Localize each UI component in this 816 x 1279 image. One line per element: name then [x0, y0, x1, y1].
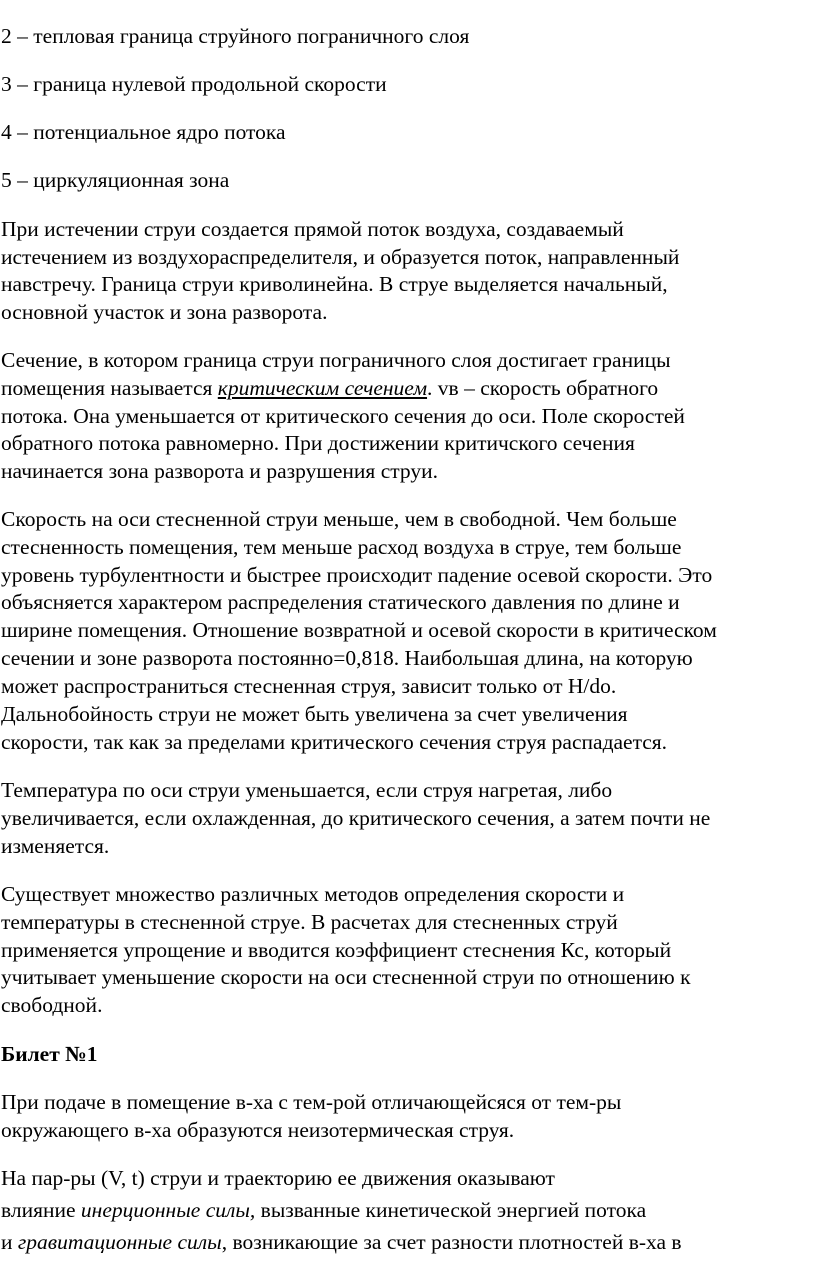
paragraph-line — [1, 1196, 646, 1225]
critical-section-term: критическим сечением — [217, 376, 428, 400]
paragraph-line: Температура по оси струи уменьшается, если струя нагретая, либо — [1, 778, 613, 802]
text-run: помещения называется — [1, 376, 218, 400]
paragraph-line: истечением из воздухораспределителя, и образуется поток, направленный — [1, 245, 680, 269]
paragraph-line: изменяется. — [1, 834, 110, 858]
paragraph-line: сечении и зоне разворота постоянно=0,818. Наибольшая длина, на которую — [1, 646, 693, 670]
paragraph-line: навстречу. Граница струи криволинейна. В струе выделяется начальный, — [1, 272, 668, 296]
list-item: 4 – потенциальное ядро потока — [1, 120, 286, 144]
gravitational-forces-term: гравитационные силы — [17, 1230, 222, 1254]
list-item: 2 – тепловая граница струйного пограничного слоя — [1, 24, 470, 48]
paragraph-line: свободной. — [1, 993, 103, 1017]
paragraph-line: Дальнобойность струи не может быть увеличена за счет увеличения — [1, 702, 628, 726]
paragraph-line: основной участок и зона разворота. — [1, 300, 328, 324]
paragraph-line: увеличивается, если охлажденная, до критического сечения, а затем почти не — [1, 806, 711, 830]
text-run: . vв – скорость обратного — [427, 376, 659, 400]
paragraph-line: Сечение, в котором граница струи пограничного слоя достигает границы — [1, 348, 671, 372]
paragraph-line: Скорость на оси стесненной струи меньше, чем в свободной. Чем больше — [1, 507, 677, 531]
text-run: , возникающие за счет разности плотностей в-ха в — [221, 1230, 682, 1254]
list-item: 3 – граница нулевой продольной скорости — [1, 72, 387, 96]
paragraph-line: учитывает уменьшение скорости на оси стесненной струи по отношению к — [1, 965, 691, 989]
paragraph-line: При истечении струи создается прямой поток воздуха, создаваемый — [1, 217, 624, 241]
paragraph-line: объясняется характером распределения статического давления по длине и — [1, 590, 680, 614]
list-item: 5 – циркуляционная зона — [1, 168, 230, 192]
text-run: влияние — [1, 1198, 81, 1222]
paragraph-line: На пар-ры (V, t) струи и траекторию ее движения оказывают — [1, 1166, 555, 1190]
paragraph-line: При подаче в помещение в-ха с тем-рой отличающейсяся от тем-ры — [1, 1090, 622, 1114]
paragraph-line: скорости, так как за пределами критического сечения струя распадается. — [1, 730, 668, 754]
paragraph-line: Существует множество различных методов определения скорости и — [1, 882, 625, 906]
paragraph-line: обратного потока равномерно. При достижении критичского сечения — [1, 431, 635, 455]
paragraph-line: ширине помещения. Отношение возвратной и осевой скорости в критическом — [1, 618, 717, 642]
ticket-heading: Билет №1 — [1, 1042, 98, 1066]
inertial-forces-term: инерционные силы, — [80, 1198, 256, 1222]
paragraph-line: стесненность помещения, тем меньше расход воздуха в струе, тем больше — [1, 535, 682, 559]
text-run: вызванные кинетической энергией потока — [255, 1198, 647, 1222]
paragraph-line — [1, 374, 658, 403]
paragraph-line: применяется упрощение и вводится коэффициент стеснения Кс, который — [1, 938, 672, 962]
paragraph-line — [1, 1228, 682, 1257]
text-run: и — [1, 1230, 18, 1254]
paragraph-line: температуры в стесненной струе. В расчетах для стесненных струй — [1, 910, 618, 934]
paragraph-line: начинается зона разворота и разрушения струи. — [1, 459, 438, 483]
paragraph-line: может распространиться стесненная струя, зависит только от H/do. — [1, 674, 617, 698]
paragraph-line: уровень турбулентности и быстрее происходит падение осевой скорости. Это — [1, 563, 713, 587]
paragraph-line: потока. Она уменьшается от критического сечения до оси. Поле скоростей — [1, 404, 685, 428]
paragraph-line: окружающего в-ха образуются неизотермическая струя. — [1, 1118, 515, 1142]
